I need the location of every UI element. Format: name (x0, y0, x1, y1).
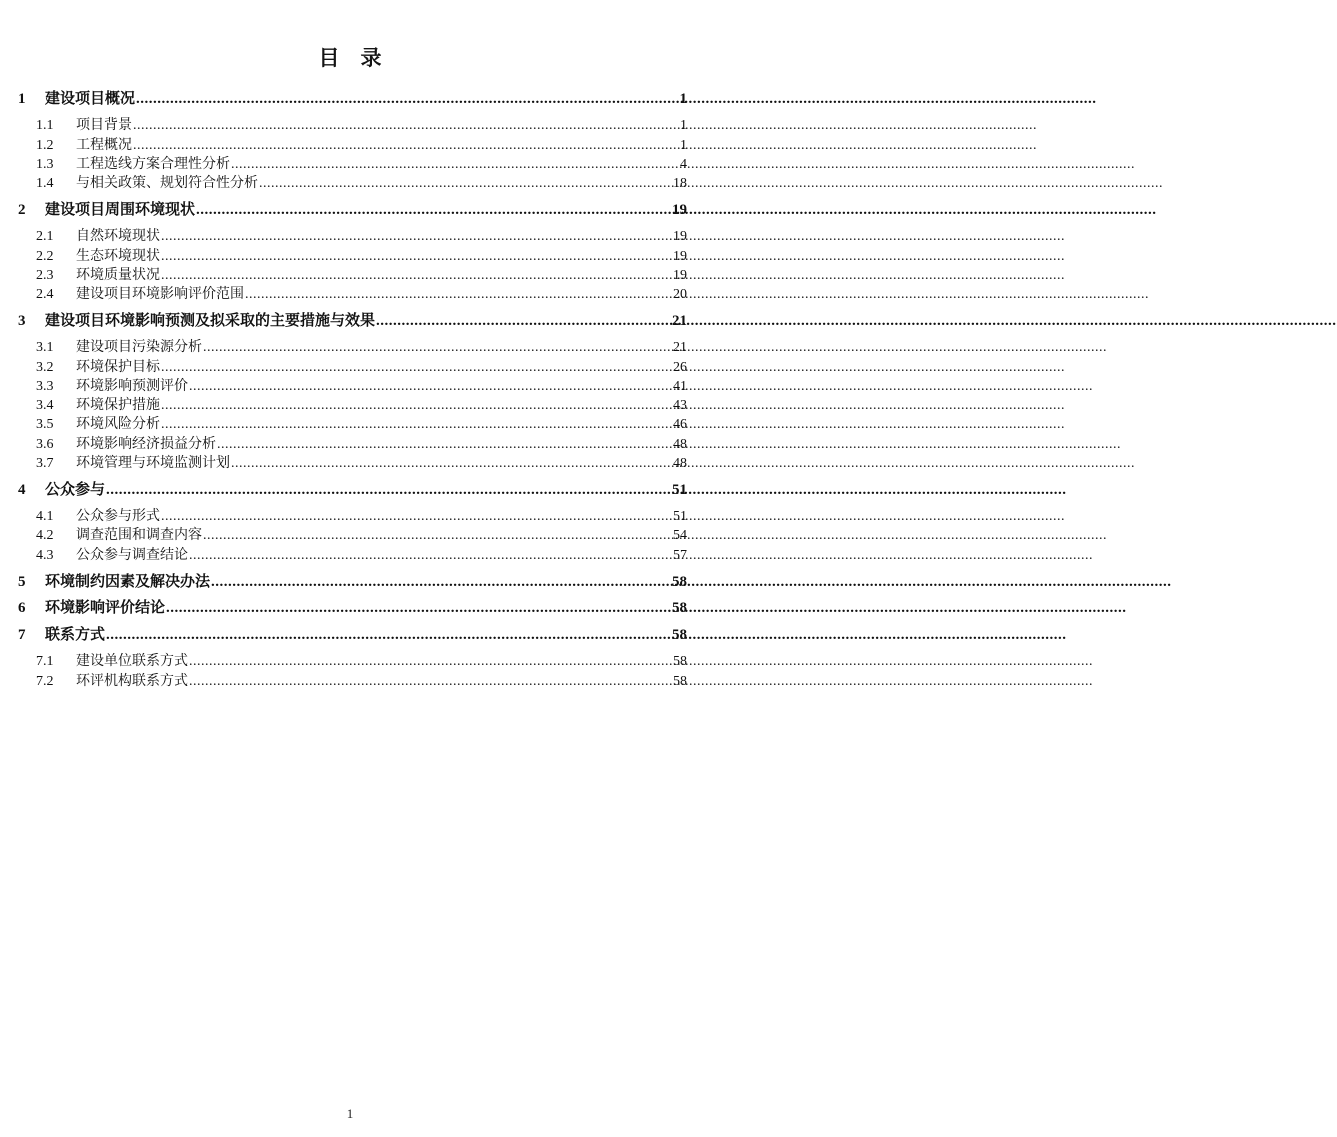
toc-entry-label: 环境影响评价结论 (45, 600, 166, 617)
toc-entry-label: 建设项目环境影响评价范围 (76, 287, 244, 303)
dot-leader (189, 652, 672, 671)
toc-entry-page: 58 (673, 673, 687, 689)
toc-entry-page: 1 (679, 91, 687, 107)
dot-leader (376, 312, 671, 331)
toc-entry-number: 4 (18, 481, 26, 498)
toc-entry (18, 312, 687, 331)
toc-entry-label: 环境管理与环境监测计划 (76, 456, 230, 472)
toc-entry (18, 285, 687, 304)
toc-entry-label: 工程选线方案合理性分析 (76, 156, 230, 172)
toc-entry (18, 672, 687, 691)
toc-entry (18, 338, 687, 357)
dot-leader (161, 415, 672, 434)
toc-entry (18, 626, 687, 645)
toc-entry-number: 3 (18, 312, 26, 329)
toc-entry (18, 90, 687, 109)
toc-entry (18, 526, 687, 545)
toc-entry-page: 19 (673, 267, 687, 283)
toc-entry (18, 481, 687, 500)
dot-leader (259, 174, 672, 193)
toc-entry-label: 公众参与调查结论 (76, 547, 188, 563)
toc-entry-page: 18 (673, 176, 687, 192)
toc-entry-number: 3.1 (36, 340, 54, 356)
toc-entry-label: 与相关政策、规划符合性分析 (76, 176, 258, 192)
toc-entry-page: 21 (672, 312, 687, 329)
toc-entry-page: 58 (672, 627, 687, 644)
toc-entry (18, 358, 687, 377)
toc-entry-page: 20 (673, 287, 687, 303)
dot-leader (133, 136, 679, 155)
toc-entry-label: 项目背景 (76, 118, 132, 134)
toc-entry (18, 435, 687, 454)
toc-entry-label: 环境影响经济损益分析 (76, 436, 216, 452)
page-title: 目 录 (318, 46, 382, 70)
toc-entry-page: 19 (673, 248, 687, 264)
toc-entry-number: 3.5 (36, 417, 54, 433)
toc-entry-page: 21 (673, 340, 687, 356)
toc-entry-label: 建设项目污染源分析 (76, 340, 202, 356)
toc-entry (18, 507, 687, 526)
toc-entry-number: 2.1 (36, 229, 54, 245)
toc-entry-number: 2 (18, 201, 26, 218)
toc-entry-number: 3.2 (36, 359, 54, 375)
toc-entry-page: 41 (673, 378, 687, 394)
toc-entry-number: 1.3 (36, 156, 54, 172)
toc-entry-page: 19 (673, 229, 687, 245)
toc-entry (18, 155, 687, 174)
toc-entry (18, 247, 687, 266)
dot-leader (189, 377, 672, 396)
toc-entry-number: 2.2 (36, 248, 54, 264)
toc-entry-page: 58 (673, 654, 687, 670)
dot-leader (245, 285, 672, 304)
toc-entry-number: 7.2 (36, 673, 54, 689)
toc-entry-label: 建设项目周围环境现状 (45, 201, 196, 218)
dot-leader (211, 573, 671, 592)
toc-entry (18, 573, 687, 592)
toc-entry-label: 工程概况 (76, 137, 132, 153)
toc-entry-number: 7 (18, 627, 26, 644)
toc-entry-page: 57 (673, 547, 687, 563)
toc-entry (18, 174, 687, 193)
toc-entry-number: 4.3 (36, 547, 54, 563)
toc-entry-label: 环境制约因素及解决办法 (45, 573, 211, 590)
toc-entry-page: 54 (673, 528, 687, 544)
toc-entry-number: 2.3 (36, 267, 54, 283)
toc-entry-label: 环评机构联系方式 (76, 673, 188, 689)
toc-entry-number: 3.6 (36, 436, 54, 452)
toc-entry (18, 454, 687, 473)
toc-entry-label: 公众参与形式 (76, 509, 160, 525)
toc-entry-label: 公众参与 (45, 481, 106, 498)
toc-entry-number: 5 (18, 573, 26, 590)
dot-leader (161, 247, 672, 266)
toc-entry-label: 建设项目概况 (45, 91, 136, 107)
toc-entry (18, 266, 687, 285)
toc-entry (18, 201, 687, 220)
dot-leader (161, 507, 672, 526)
toc-entry (18, 227, 687, 246)
toc-entry-page: 43 (673, 398, 687, 414)
dot-leader (161, 266, 672, 285)
dot-leader (161, 396, 672, 415)
toc-entry (18, 599, 687, 618)
toc-entry-page: 58 (672, 600, 687, 617)
toc-entry-label: 环境风险分析 (76, 417, 160, 433)
toc-entry-number: 3.4 (36, 398, 54, 414)
toc-entry-page: 4 (680, 156, 687, 172)
dot-leader (161, 227, 672, 246)
toc-entry-label: 建设项目环境影响预测及拟采取的主要措施与效果 (45, 312, 376, 329)
dot-leader (133, 116, 679, 135)
dot-leader (203, 338, 672, 357)
toc-entry-page: 51 (673, 509, 687, 525)
dot-leader (231, 454, 672, 473)
toc-entry-label: 建设单位联系方式 (76, 654, 188, 670)
toc-entry-page: 51 (672, 481, 687, 498)
toc-entry-number: 1.4 (36, 176, 54, 192)
toc-entry-label: 环境保护措施 (76, 398, 160, 414)
footer-page-number: 1 (346, 1106, 354, 1121)
toc-entry-number: 1 (18, 91, 26, 107)
toc-entry (18, 116, 687, 135)
toc-entry (18, 546, 687, 565)
dot-leader (203, 526, 672, 545)
toc-entry-label: 环境影响预测评价 (76, 378, 188, 394)
dot-leader (217, 435, 672, 454)
toc-entry-number: 6 (18, 600, 26, 617)
toc-entry-label: 生态环境现状 (76, 248, 160, 264)
toc-entry (18, 136, 687, 155)
toc-entry-page: 58 (672, 573, 687, 590)
toc-entry-page: 46 (673, 417, 687, 433)
dot-leader (161, 358, 672, 377)
toc-entry (18, 377, 687, 396)
dot-leader (106, 626, 671, 645)
toc-entry-label: 联系方式 (45, 627, 106, 644)
toc-list (18, 90, 687, 691)
toc-entry-label: 环境保护目标 (76, 359, 160, 375)
toc-entry-label: 环境质量状况 (76, 267, 160, 283)
toc-entry-number: 3.7 (36, 456, 54, 472)
toc-entry (18, 415, 687, 434)
dot-leader (136, 90, 678, 109)
dot-leader (166, 599, 671, 618)
toc-entry-page: 1 (680, 137, 687, 153)
toc-entry-number: 4.1 (36, 509, 54, 525)
toc-entry-label: 调查范围和调查内容 (76, 528, 202, 544)
toc-entry-page: 48 (673, 456, 687, 472)
toc-entry (18, 396, 687, 415)
dot-leader (189, 546, 672, 565)
dot-leader (196, 201, 671, 220)
dot-leader (106, 481, 671, 500)
toc-entry-number: 1.1 (36, 118, 54, 134)
toc-entry-number: 4.2 (36, 528, 54, 544)
toc-entry-page: 26 (673, 359, 687, 375)
toc-entry-number: 7.1 (36, 654, 54, 670)
toc-entry-page: 19 (672, 201, 687, 218)
toc-entry-number: 1.2 (36, 137, 54, 153)
toc-entry-number: 3.3 (36, 378, 54, 394)
toc-entry-label: 自然环境现状 (76, 229, 160, 245)
document-page (0, 46, 700, 1137)
toc-entry-page: 1 (680, 118, 687, 134)
toc-entry (18, 652, 687, 671)
toc-entry-number: 2.4 (36, 287, 54, 303)
dot-leader (231, 155, 679, 174)
toc-entry-page: 48 (673, 436, 687, 452)
dot-leader (189, 672, 672, 691)
